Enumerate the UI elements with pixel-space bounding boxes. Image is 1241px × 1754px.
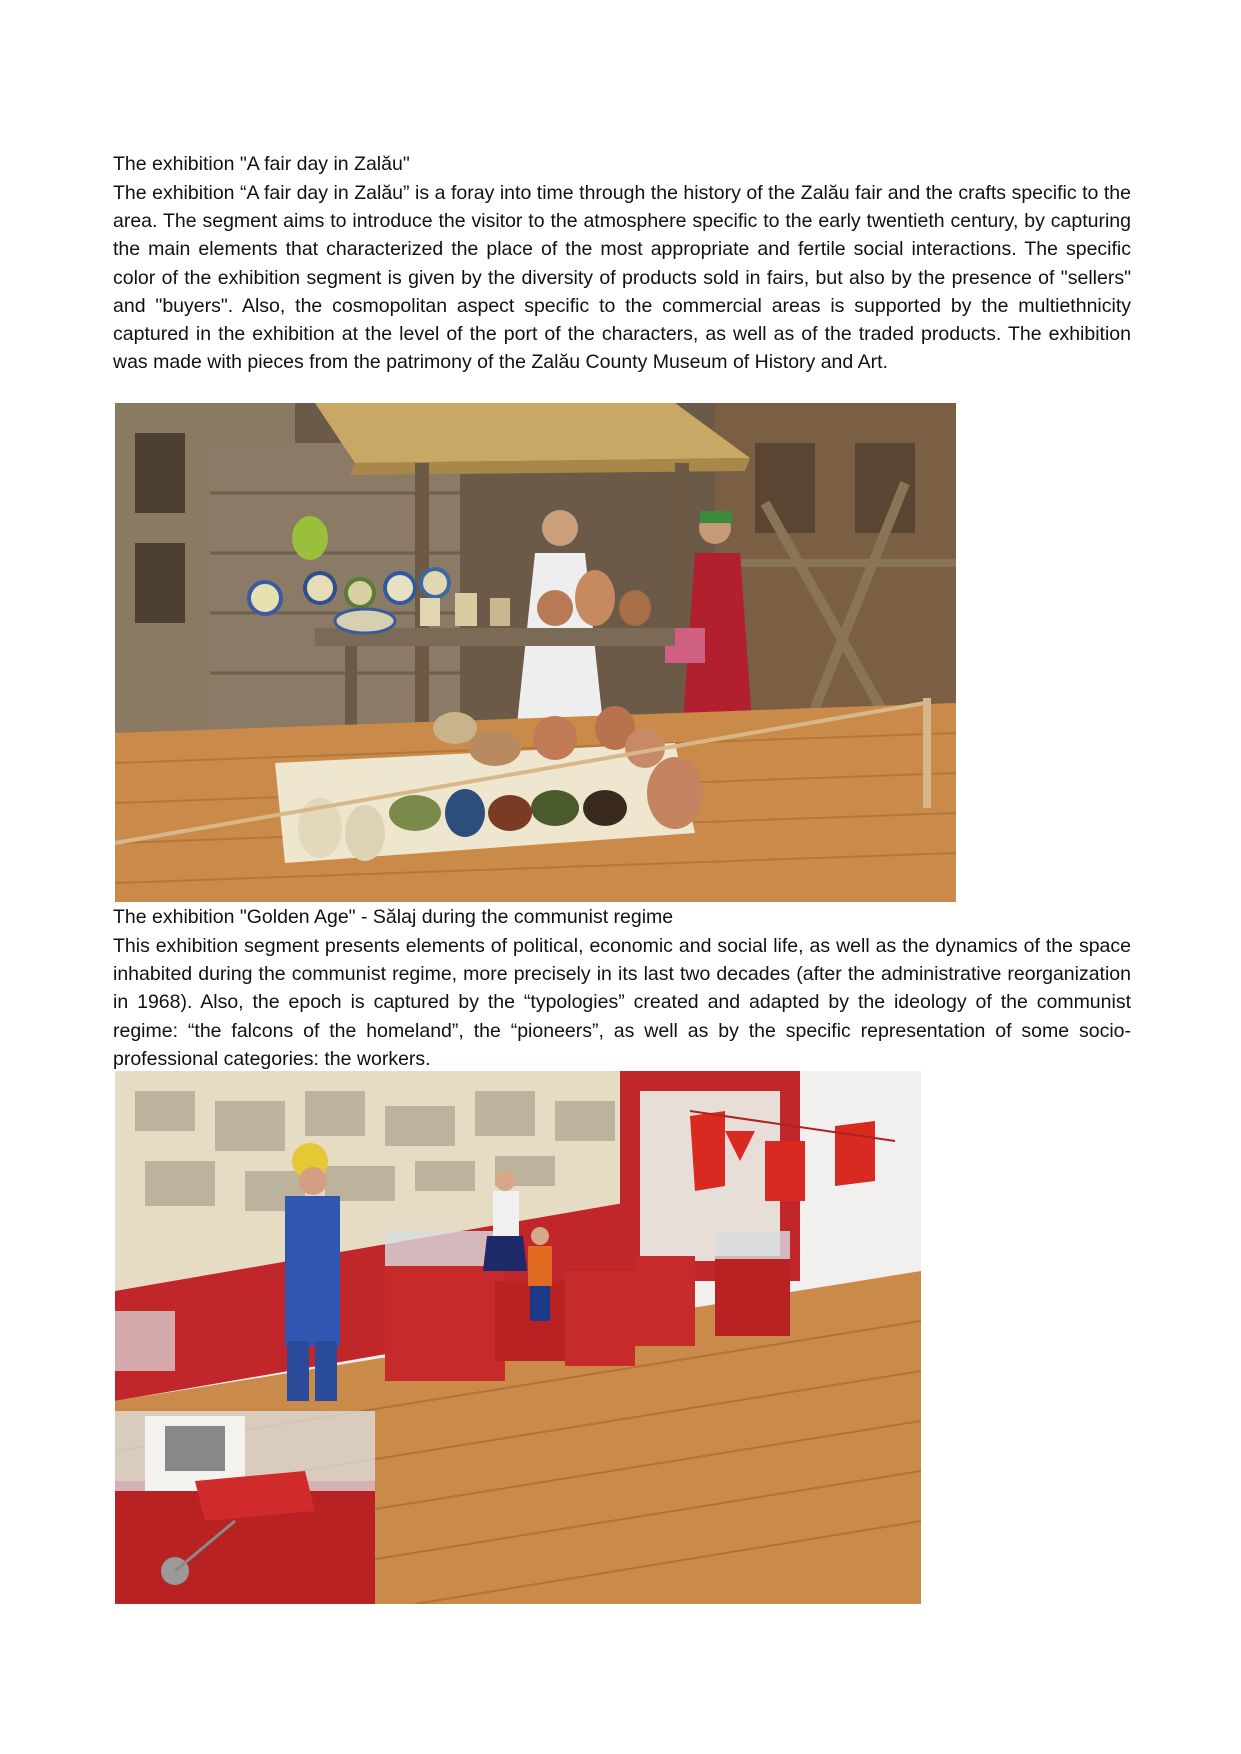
fair-day-exhibition-photo	[115, 403, 956, 902]
section-body-golden-age: This exhibition segment presents elements of political, economic and social life, as well as the dynamics of the space inhabited during the communist regime, more precisely in its last two decades (after the administrative reorganization in 1968). Also, the epoch is captured by the “typologies” created and adapted by the ideology of the communist regime: “the falcons of the homeland”, the “pioneers”, as well as by the specific representation of some socio-professional categories: the workers.	[113, 935, 1131, 1070]
section-title-golden-age: The exhibition "Golden Age" - Sălaj during the communist regime	[113, 906, 674, 928]
section-body-fair-day: The exhibition “A fair day in Zalău” is a foray into time through the history of the Zalău fair and the crafts specific to the area. The segment aims to introduce the visitor to the atmosphere specific to the early twentieth century, by capturing the main elements that characterized the place of the most appropriate and fertile social interactions. The specific color of the exhibition segment is given by the diversity of products sold in fairs, but also by the presence of "sellers" and "buyers". Also, the cosmopolitan aspect specific to the commercial areas is supported by the multiethnicity captured in the exhibition at the level of the port of the characters, as well as of the traded products. The exhibition was made with pieces from the patrimony of the Zalău County Museum of History and Art.	[113, 182, 1131, 374]
section-title-fair-day: The exhibition "A fair day in Zalău"	[113, 153, 410, 175]
golden-age-exhibition-photo	[115, 1071, 921, 1604]
